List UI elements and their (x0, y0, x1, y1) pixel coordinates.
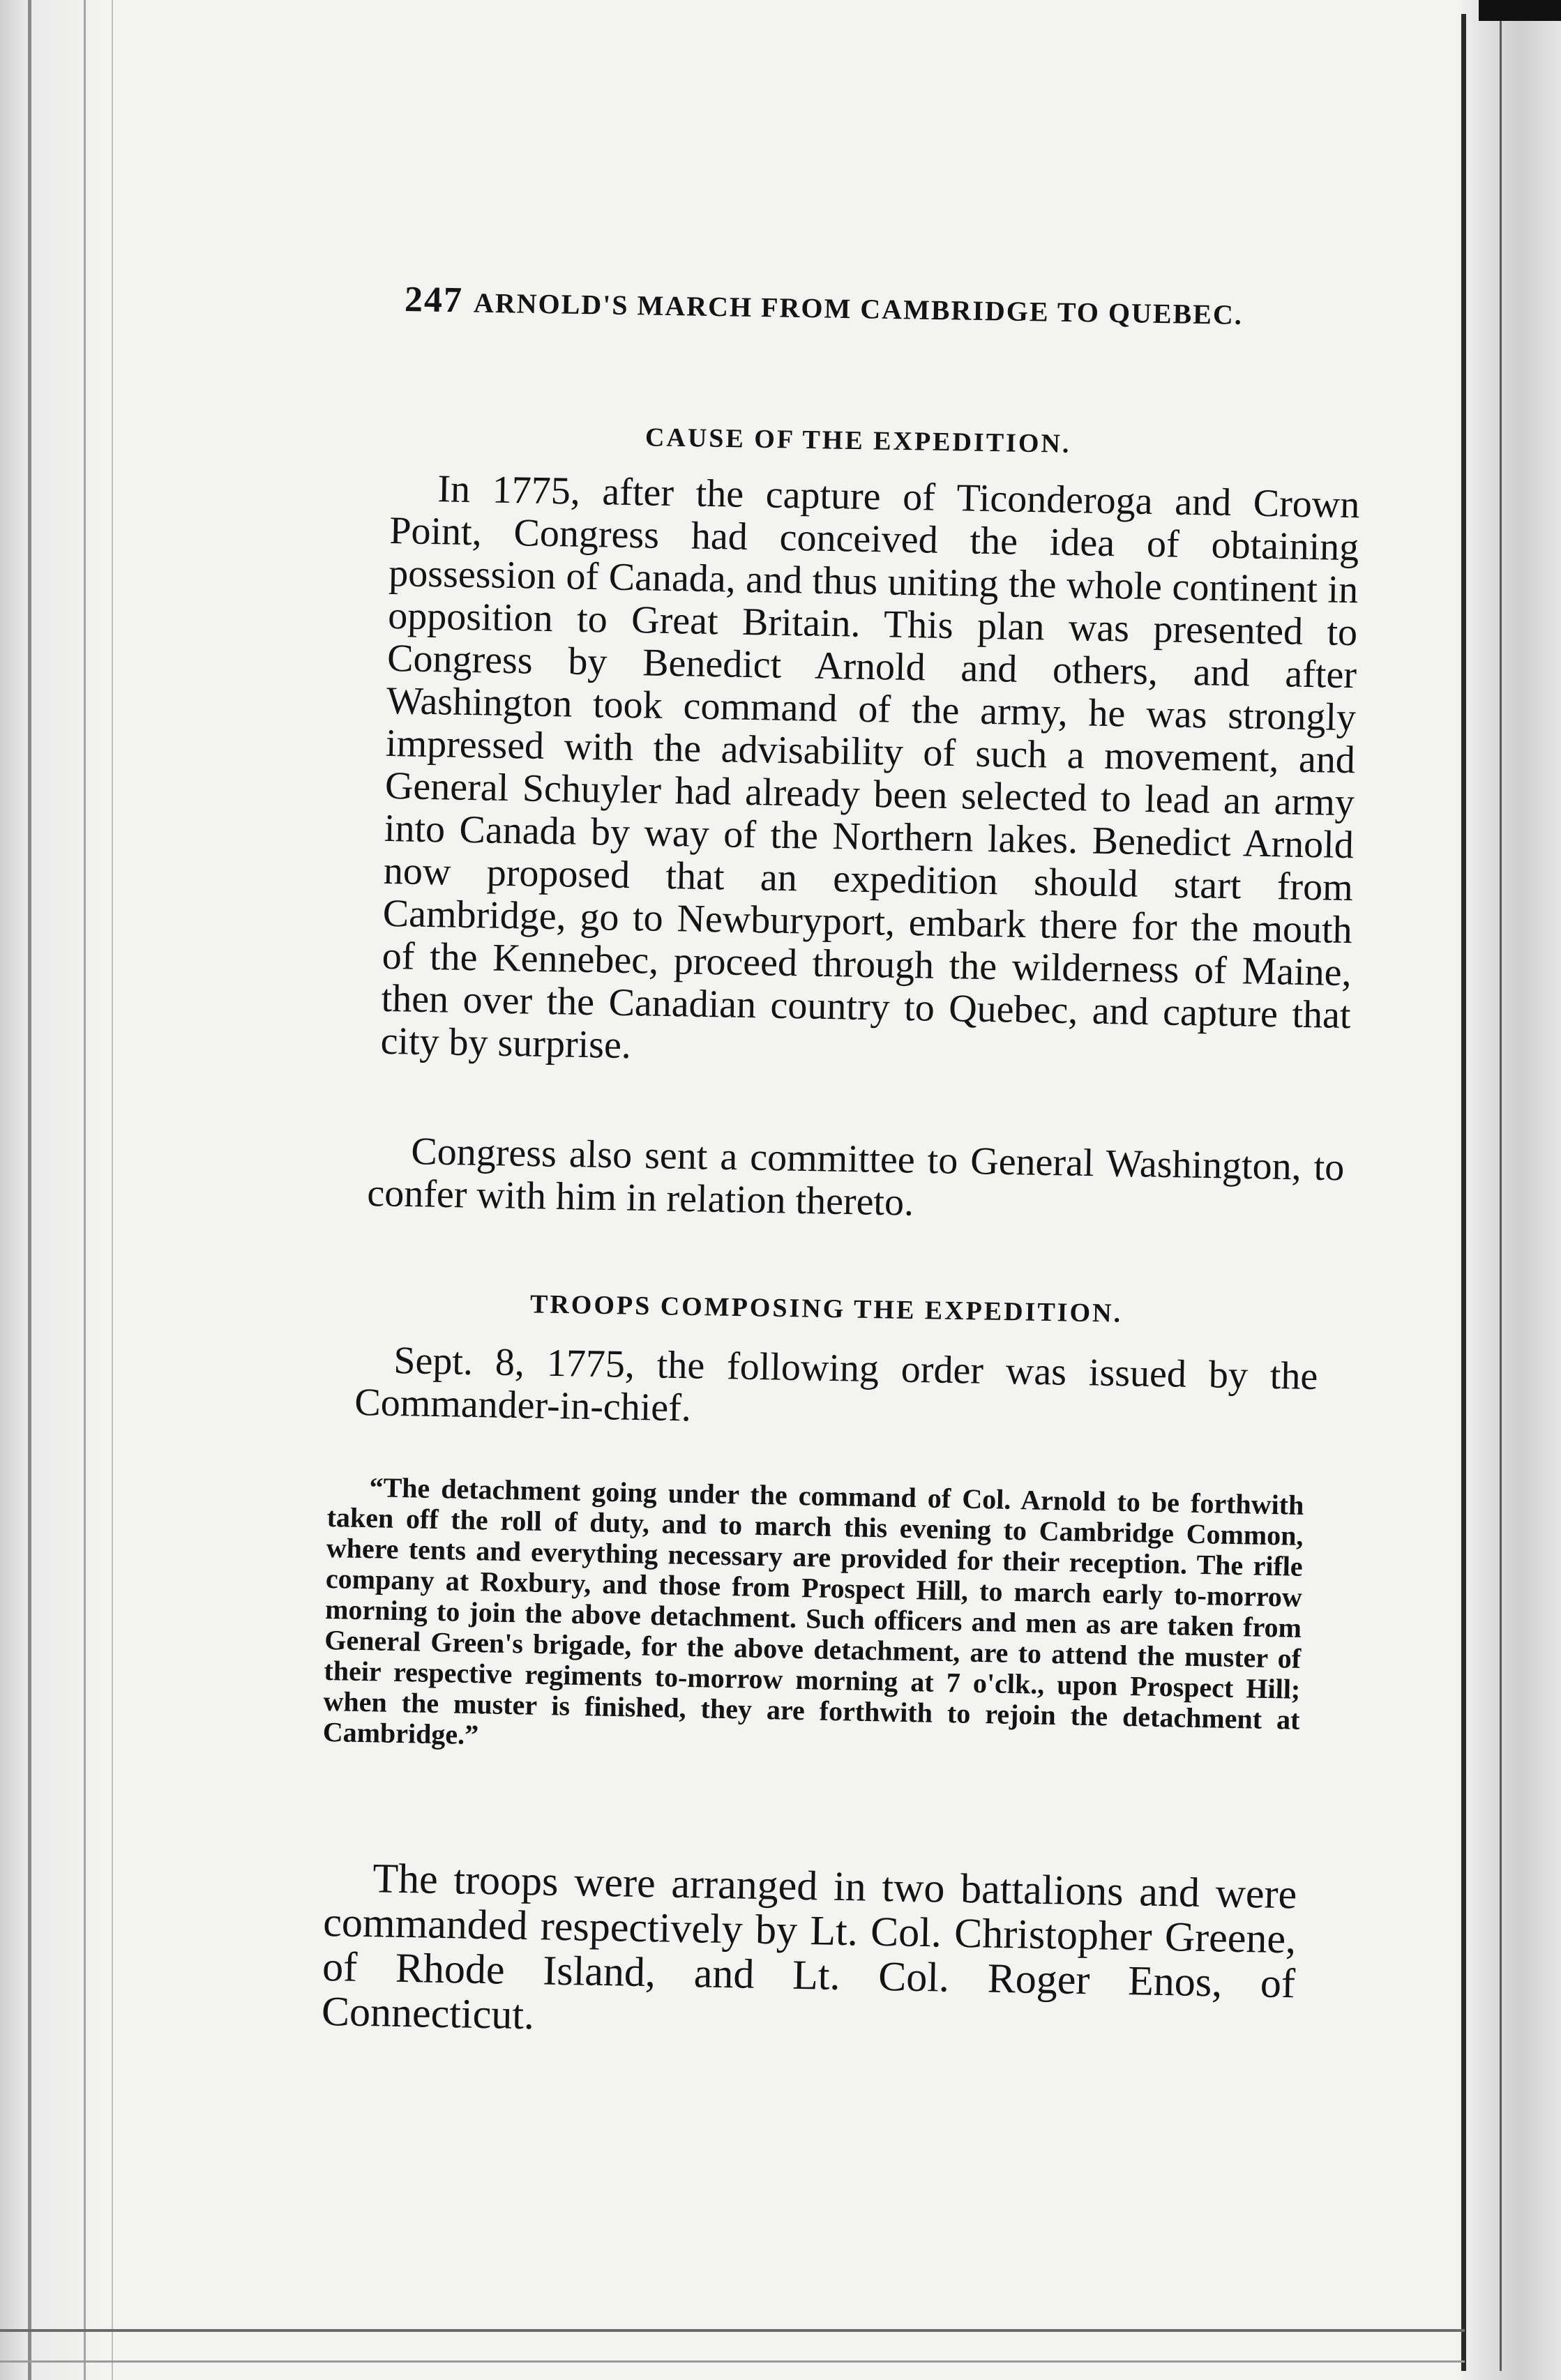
section-heading-cause: CAUSE OF THE EXPEDITION. (644, 423, 1071, 459)
page-bottom-border (0, 2329, 1465, 2332)
order-quotation: “The detachment going under the command of Col. Arnold to be forthwith taken off the roll of duty, and to march this evening to Cambridge Common, where tents and everything necessary are provided for their reception. The rifle company at Roxbury, and those from Prospect Hill, to march early to-morrow morning to join the above detachment. Such officers and men as are taken from General Green's brigade, for the above detachment, are to attend the muster of their respective regiments to-morrow morning at 7 o'clk., upon Prospect Hill; when the muster is finished, they are forthwith to rejoin the detachment at Cambridge.” (322, 1471, 1304, 1751)
binding-edge-line (112, 0, 113, 2380)
section-heading-troops: TROOPS COMPOSING THE EXPEDITION. (529, 1289, 1123, 1328)
page-number: 247 (404, 280, 464, 321)
paragraph-order-intro: Sept. 8, 1775, the following order was issued by the Commander-in-chief. (354, 1338, 1318, 1430)
page-right-border (1500, 21, 1502, 2371)
running-head-title: ARNOLD'S MARCH FROM CAMBRIDGE TO QUEBEC. (473, 287, 1244, 331)
running-head (405, 279, 1312, 334)
page-bottom-border (0, 2360, 1465, 2363)
binding-edge-line (28, 0, 31, 2380)
binding-shadow (0, 0, 105, 2380)
page-right-edge (1458, 0, 1561, 2380)
scan-corner-mark (1479, 0, 1561, 21)
paragraph-battalions: The troops were arranged in two battalions and were commanded respectively by Lt. Col. Christopher Greene, of Rhode Island, and Lt. Col. Roger Enos, of Connecticut. (321, 1855, 1297, 2038)
page-right-border (1461, 14, 1466, 2371)
paragraph-cause: In 1775, after the capture of Ticonderoga and Crown Point, Congress had conceived the idea of obtaining possession of Canada, and thus uniting the whole continent in opposition to Great Britain. This plan was presented to Congress by Benedict Arnold and others, and after Washington took command of the army, he was strongly impressed with the advisability of such a movement, and General Schuyler had already been selected to lead an army into Canada by way of the Northern lakes. Benedict Arnold now proposed that an expedition should start from Cambridge, go to Newburyport, embark there for the mouth of the Kennebec, proceed through the wilderness of Maine, then over the Canadian country to Quebec, and capture that city by surprise. (380, 467, 1360, 1068)
binding-edge-line (84, 0, 86, 2380)
paragraph-committee: Congress also sent a committee to General Washington, to confer with him in relation thereto. (366, 1130, 1345, 1225)
